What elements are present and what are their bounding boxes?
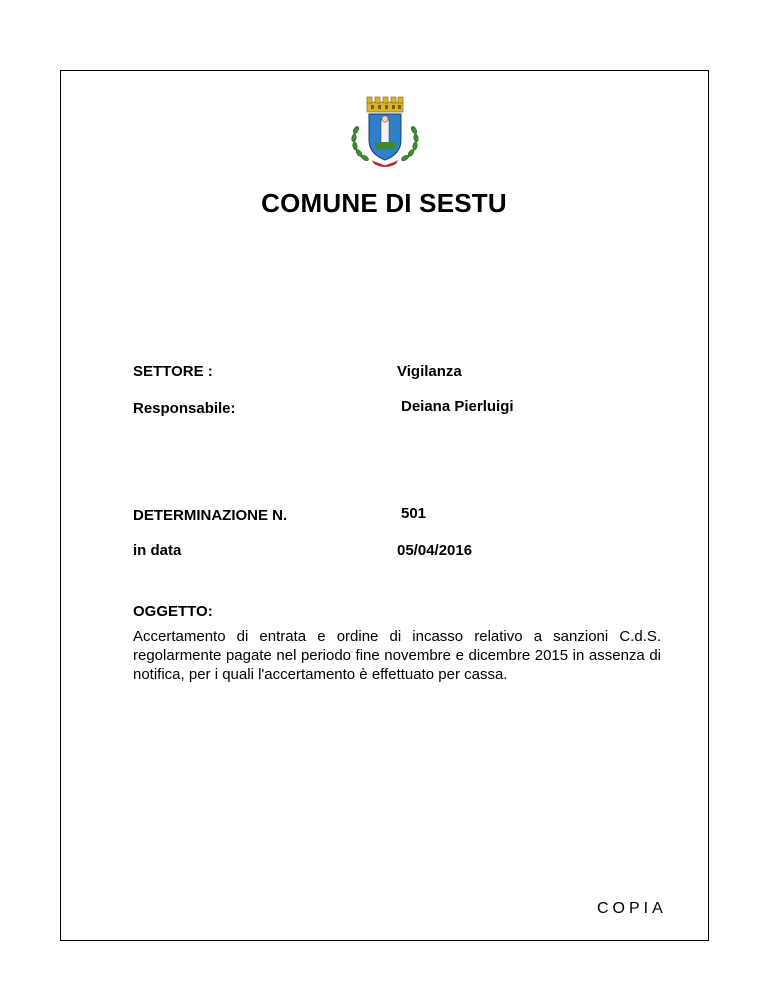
date-label: in data bbox=[133, 542, 182, 559]
date-value: 05/04/2016 bbox=[397, 542, 473, 559]
settore-value: Vigilanza bbox=[397, 363, 462, 380]
oggetto-label: OGGETTO: bbox=[133, 603, 213, 620]
determinazione-label: DETERMINAZIONE N. bbox=[133, 507, 288, 524]
coat-of-arms-icon bbox=[342, 94, 428, 170]
oggetto-text: Accertamento di entrata e ordine di incasso relativo a sanzioni C.d.S. regolarmente pagate nel periodo fine novembre e dicembre 2015 in assenza di notifica, per i quali l'accertamento è effettuato per cassa. bbox=[133, 628, 661, 683]
settore-label: SETTORE : bbox=[133, 363, 213, 380]
determinazione-number: 501 bbox=[401, 505, 427, 522]
responsabile-label: Responsabile: bbox=[133, 400, 236, 417]
responsabile-value: Deiana Pierluigi bbox=[401, 398, 514, 415]
page-title: COMUNE DI SESTU bbox=[261, 188, 507, 218]
copia-stamp: COPIA bbox=[597, 900, 667, 917]
